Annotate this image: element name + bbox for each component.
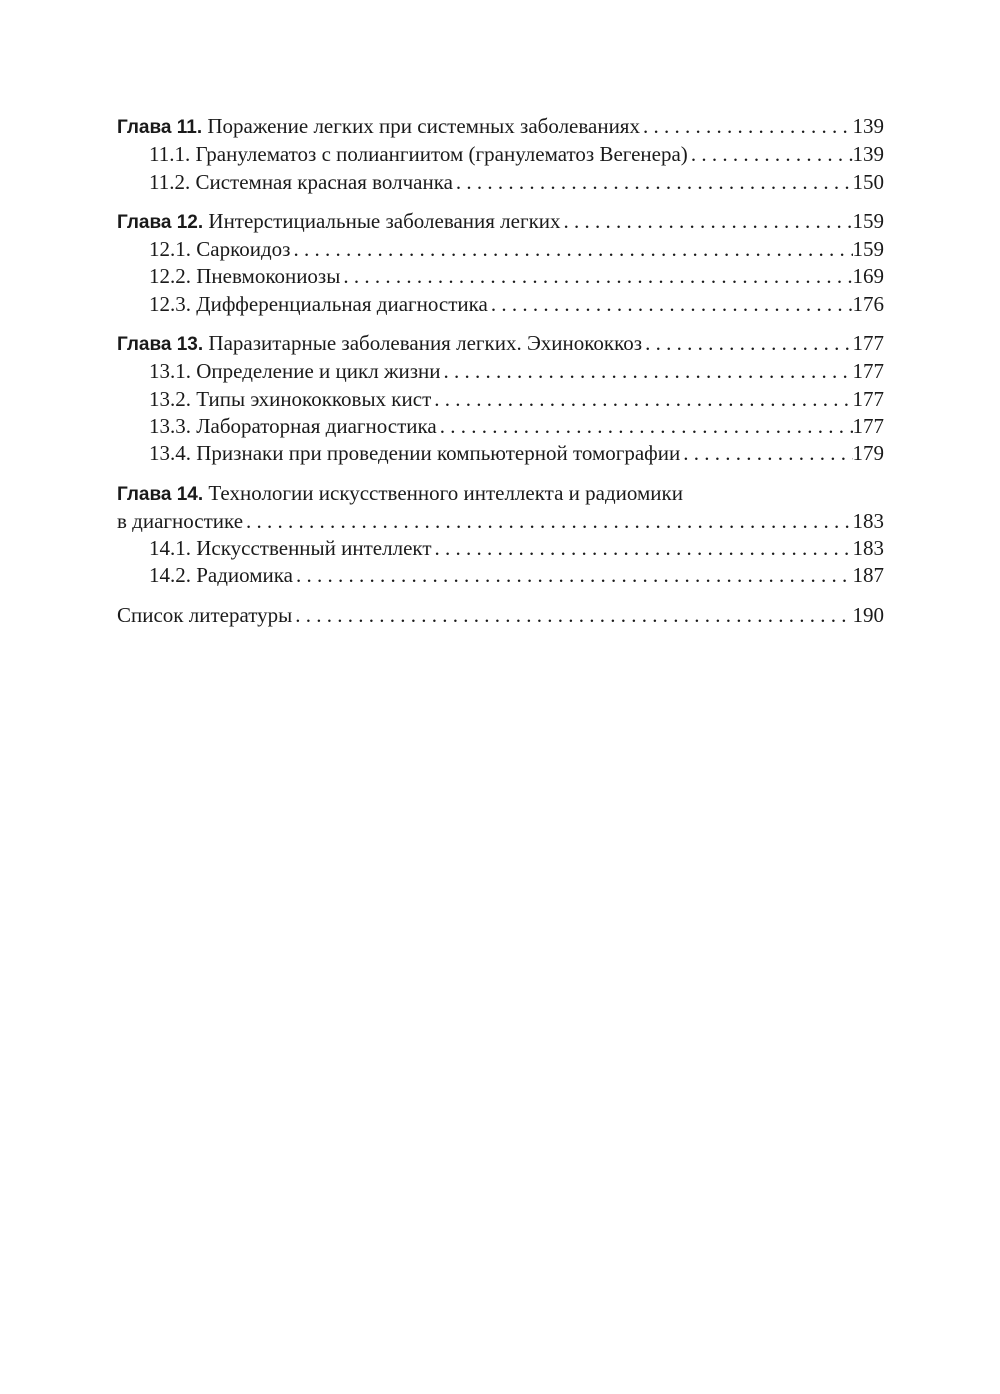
toc-entry-references[interactable] — [117, 602, 884, 629]
toc-entry-11-1[interactable] — [117, 141, 884, 168]
dot-leader — [340, 263, 852, 290]
references-title: Список литературы — [117, 602, 293, 627]
chapter-12 — [117, 208, 884, 318]
page-number: 177 — [852, 359, 884, 384]
page-number: 183 — [852, 536, 884, 561]
dot-leader — [292, 602, 852, 629]
section-title: 12.3. Дифференциальная диагностика — [149, 291, 488, 316]
page-number: 183 — [852, 508, 884, 533]
dot-leader — [488, 291, 853, 318]
page-number: 176 — [852, 291, 884, 316]
chapter-title: Интерстициальные заболевания легких — [208, 208, 561, 233]
toc-entry-12-2[interactable] — [117, 263, 884, 290]
chapter-13 — [117, 330, 884, 467]
dot-leader — [440, 358, 852, 385]
section-title: 13.1. Определение и цикл жизни — [149, 359, 441, 384]
toc-entry-13-4[interactable] — [117, 440, 884, 467]
chapter-label: Глава 13. — [117, 334, 204, 356]
section-title: 13.2. Типы эхинококковых кист — [149, 386, 432, 411]
page-number: 177 — [852, 386, 884, 411]
toc-entry-chapter-13[interactable] — [117, 330, 884, 358]
dot-leader — [680, 440, 852, 467]
page-number: 159 — [852, 208, 884, 233]
dot-leader — [688, 141, 853, 168]
chapter-label: Глава 11. — [117, 117, 203, 138]
section-title: 11.1. Гранулематоз с полиангиитом (гранулематоз Вегенера) — [149, 142, 688, 167]
section-title: 14.2. Радиомика — [149, 563, 294, 588]
page-number: 177 — [852, 413, 884, 438]
chapter-14 — [117, 480, 884, 590]
toc-entry-14-1[interactable] — [117, 535, 884, 562]
dot-leader — [431, 386, 852, 413]
toc-entry-12-3[interactable] — [117, 291, 884, 318]
page-number: 150 — [852, 169, 884, 194]
dot-leader — [243, 508, 852, 535]
page-number: 177 — [852, 331, 884, 356]
toc-entry-11-2[interactable] — [117, 169, 884, 196]
dot-leader — [293, 562, 852, 589]
section-title: 13.3. Лабораторная диагностика — [149, 413, 437, 438]
table-of-contents — [117, 113, 884, 641]
toc-entry-chapter-11[interactable] — [117, 113, 884, 141]
dot-leader — [432, 535, 853, 562]
references — [117, 602, 884, 629]
toc-entry-12-1[interactable] — [117, 236, 884, 263]
toc-entry-13-1[interactable] — [117, 358, 884, 385]
section-title: 14.1. Искусственный интеллект — [149, 536, 432, 561]
page-number: 139 — [852, 114, 884, 138]
chapter-14-heading-line[interactable] — [117, 480, 884, 508]
chapter-title: Паразитарные заболевания легких. Эхинококкоз — [208, 331, 643, 356]
chapter-label: Глава 14. — [117, 483, 204, 505]
toc-entry-13-2[interactable] — [117, 386, 884, 413]
toc-entry-13-3[interactable] — [117, 413, 884, 440]
section-title: 13.4. Признаки при проведении компьютерной томографии — [149, 441, 681, 466]
chapter-title-continued: в диагностике — [117, 508, 244, 533]
dot-leader — [642, 330, 852, 357]
dot-leader — [290, 236, 852, 263]
section-title: 12.2. Пневмокониозы — [149, 264, 341, 289]
toc-entry-14-2[interactable] — [117, 562, 884, 589]
chapter-title: Технологии искусственного интеллекта и радиомики — [208, 480, 683, 505]
section-title: 11.2. Системная красная волчанка — [149, 169, 453, 194]
chapter-11 — [117, 113, 884, 196]
page-number: 139 — [852, 142, 884, 167]
page-number: 159 — [852, 237, 884, 262]
dot-leader — [453, 169, 853, 196]
toc-entry-chapter-14[interactable] — [117, 508, 884, 535]
toc-entry-chapter-12[interactable] — [117, 208, 884, 236]
dot-leader — [640, 113, 853, 140]
section-title: 12.1. Саркоидоз — [149, 237, 291, 262]
page-number: 190 — [852, 602, 884, 627]
chapter-label: Глава 12. — [117, 211, 204, 233]
chapter-title: Поражение легких при системных заболеваниях — [207, 114, 640, 138]
page-number: 169 — [852, 264, 884, 289]
dot-leader — [561, 208, 853, 235]
dot-leader — [437, 413, 853, 440]
page-number: 179 — [852, 441, 884, 466]
page-number: 187 — [852, 563, 884, 588]
